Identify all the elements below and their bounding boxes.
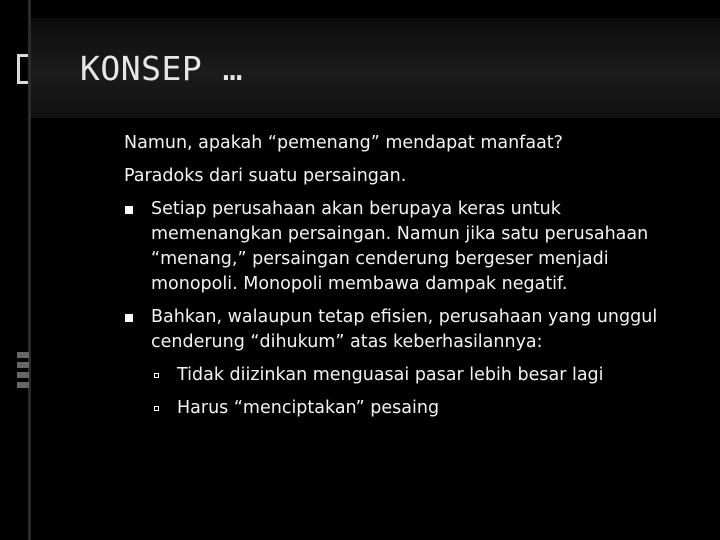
left-deco-marks [17, 352, 29, 392]
square-bullet-icon [125, 206, 133, 214]
sub-bullet-text: Harus “menciptakan” pesaing [177, 398, 440, 418]
deco-mark [17, 382, 29, 388]
body-paragraph: Namun, apakah “pemenang” mendapat manfaat? [124, 133, 563, 153]
left-accent-strip [28, 0, 31, 540]
bullet-text: Bahkan, walaupun tetap efisien, perusahaan yang unggul cenderung “dihukum” atas keberhasilannya: [151, 307, 658, 352]
title-accent-bar-inner [20, 57, 28, 81]
slide-body [124, 131, 684, 429]
sub-bullet-item [124, 363, 684, 388]
slide-title: KONSEP … [80, 49, 243, 88]
body-paragraph: Paradoks dari suatu persaingan. [124, 166, 407, 186]
square-bullet-icon [125, 314, 133, 322]
deco-mark [17, 372, 29, 378]
sub-bullet-text: Tidak diizinkan menguasai pasar lebih besar lagi [177, 365, 604, 385]
deco-mark [17, 362, 29, 368]
sub-bullet-item [124, 396, 684, 421]
hollow-square-bullet-icon [154, 406, 159, 411]
bullet-item [124, 197, 684, 297]
bullet-item [124, 305, 684, 355]
hollow-square-bullet-icon [154, 373, 159, 378]
deco-mark [17, 352, 29, 358]
bullet-text: Setiap perusahaan akan berupaya keras untuk memenangkan persaingan. Namun jika satu perusahaan “menang,” persaingan cenderung bergeser menjadi monopoli. Monopoli membawa dampak negatif. [151, 199, 649, 294]
